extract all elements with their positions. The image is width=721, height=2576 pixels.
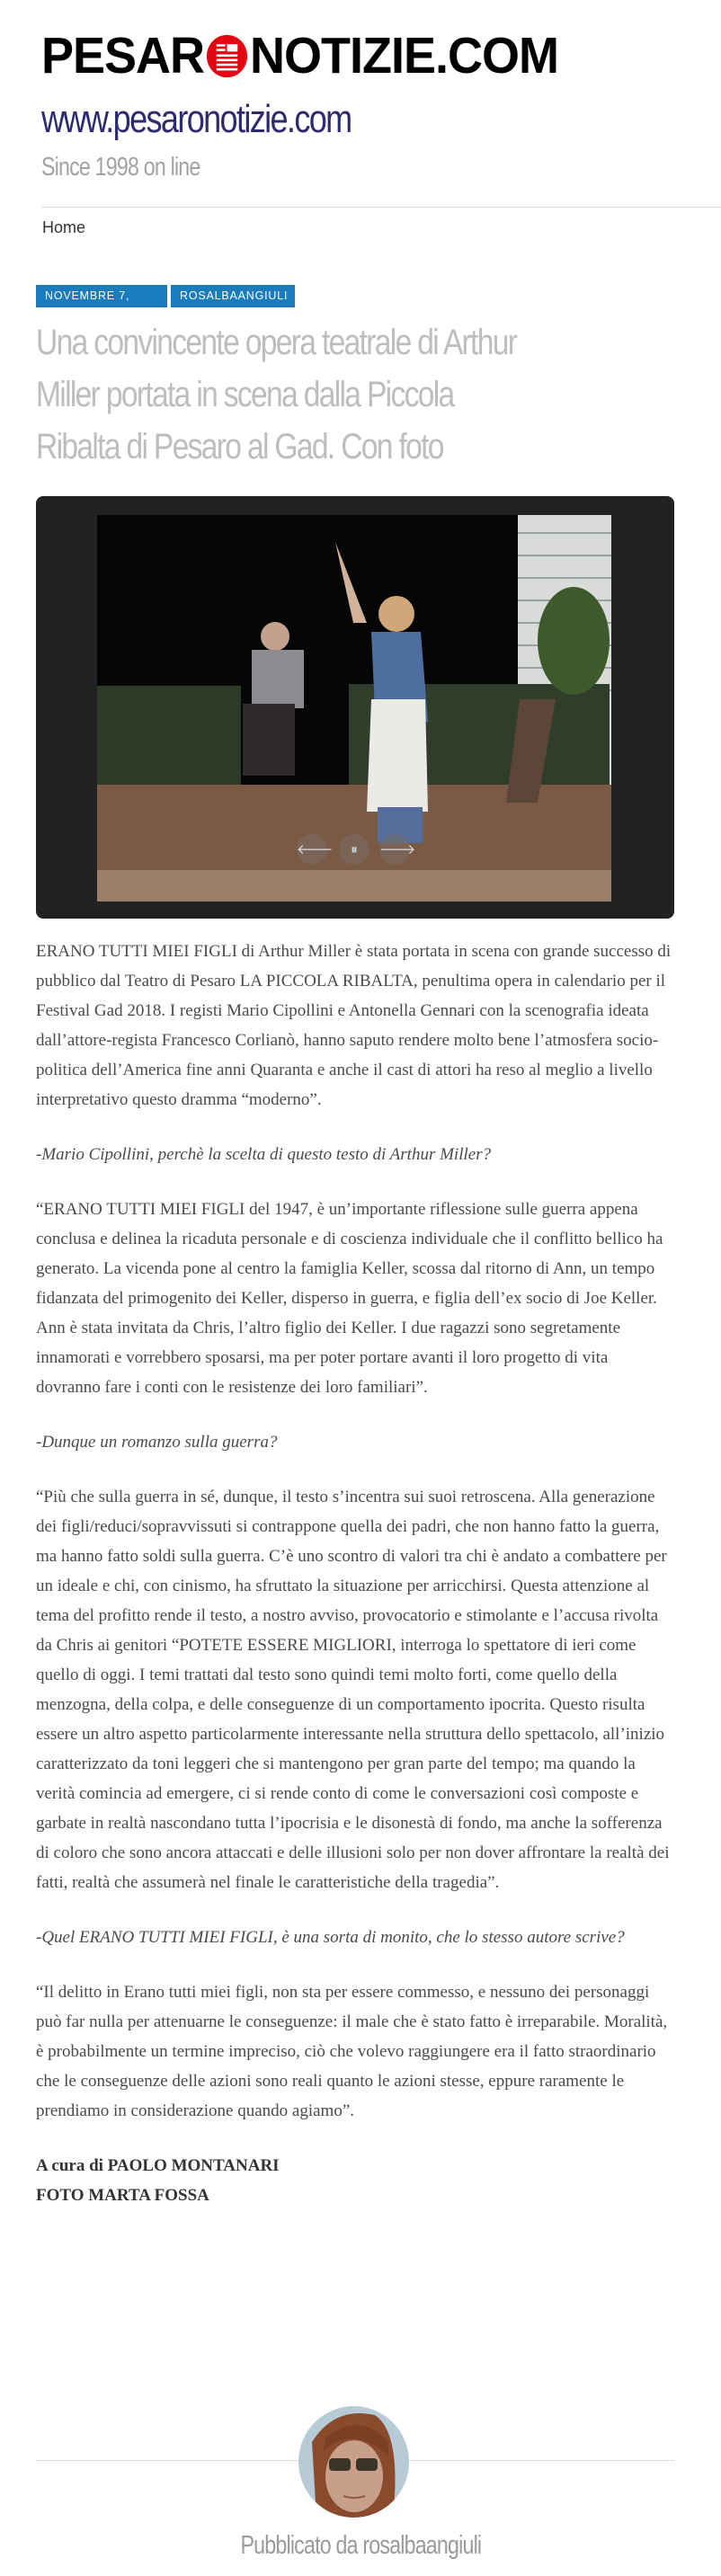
slider-next-button[interactable] [379,834,416,865]
nav-divider [41,207,721,208]
arrow-right-icon: 🡒 [379,841,416,857]
author-byline[interactable]: Pubblicato da rosalbaangiuli [240,2531,481,2560]
paragraph: “ERANO TUTTI MIEI FIGLI del 1947, è un’importante riflessione sulle guerra appena conclusa e delinea la ricaduta personale e di coscienza individuale che il conflitto bellico ha generato. La vicenda pone al centro la famiglia Keller, scossa dal ritorno di Ann, un tempo fidanzata del primogenito dei Keller, disperso in guerra, e figlia dell’ex socio di Joe Keller. Ann è stata invitata da Chris, l’altro figlio dei Keller. I due ragazzi sono segretamente innamorati e vorrebbero sposarsi, ma per poter portare avanti il loro progetto di vita dovranno fare i conti con le resistenze dei loro familiari”. [36,1200,663,1397]
credits-author: A cura di PAOLO MONTANARI [36,2156,280,2175]
site-tagline: Since 1998 on line [41,153,200,182]
slider-prev-button[interactable] [297,834,334,865]
arrow-left-icon: 🡐 [297,841,334,857]
nav-item-home[interactable]: Home [42,218,86,236]
post-date-badge[interactable]: NOVEMBRE 7, 2018 [36,285,167,307]
logo-text-right: NOTIZIE.COM [250,27,559,84]
pause-icon: ⏸ [351,841,358,857]
post-title-line: Ribalta di Pesaro al Gad. Con foto [36,427,443,466]
post-title-line: Miller portata in scena dalla Piccola [36,375,454,414]
newspaper-ball-icon [206,33,248,77]
post-content [36,937,676,2235]
post-title [36,316,701,473]
site-title-link[interactable]: www.pesaronotizie.com [41,97,352,141]
interview-question: -Quel ERANO TUTTI MIEI FIGLI, è una sorta di monito, che lo stesso autore scrive? [36,1928,625,1947]
paragraph: ERANO TUTTI MIEI FIGLI di Arthur Miller è stata portata in scena con grande successo di pubblico dal Teatro di Pesaro LA PICCOLA RIBALTA, penultima opera in calendario per il Festival Gad 2018. I registi Mario Cipollini e Antonella Gennari con la scenografia ideata dall’attore-regista Francesco Corlianò, hanno saputo rendere molto bene l’atmosfera socio-politica dell’America fine anni Quaranta e anche il cast di attori ha reso al meglio a livello interpretativo questo dramma “moderno”. [36,942,672,1109]
post-title-line: Una convincente opera teatrale di Arthur [36,323,517,362]
paragraph: “Più che sulla guerra in sé, dunque, il testo s’incentra sui suoi retroscena. Alla generazione dei figli/reduci/sopravvissuti si contrappone quella dei padri, che non hanno fatto la guerra, ma hanno fatto soldi sulla guerra. C’è uno scontro di valori tra chi è andato a combattere per un ideale e chi, con cinismo, ha sfruttato la situazione per arricchirsi. Questa attenzione al tema del profitto rende il testo, a nostro avviso, provocatorio e stimolante e l’accusa rivolta da Chris ai genitori “POTETE ESSERE MIGLIORI, interroga lo spettatore di ieri come quello di oggi. I temi trattati dal testo sono quindi temi molto forti, come quello della menzogna, della colpa, e delle conseguenze di un comportamento ipocrita. Questo risulta essere un altro aspetto particolarmente interessante nella struttura dello spettacolo, all’inizio caratterizzato da toni leggeri che si mantengono per gran parte del tempo; ma quando la verità comincia ad emergere, ci si rende conto di come le conversazioni così composte e garbate in realtà nascondano tutta l’ipocrisia e le disonestà di fondo, ma anche la sofferenza di coloro che sono ancora attaccati e delle illusioni solo per non dover affrontare la realtà dei fatti, realtà che assumerà nel finale le caratteristiche della tragedia”. [36,1488,670,1892]
interview-question: -Dunque un romanzo sulla guerra? [36,1433,278,1452]
author-avatar[interactable] [298,2406,409,2518]
interview-question: -Mario Cipollini, perchè la scelta di questo testo di Arthur Miller? [36,1145,492,1164]
image-slider[interactable] [36,496,674,919]
avatar-image [298,2406,409,2518]
slider-pause-button[interactable] [339,834,369,865]
site-logo[interactable] [41,27,698,84]
logo-text-left: PESAR [41,27,205,84]
post-author-badge[interactable]: ROSALBAANGIULI [171,285,295,307]
paragraph: “Il delitto in Erano tutti miei figli, non sta per essere commesso, e nessuno dei personaggi può far nulla per attenuarne le conseguenze: il male che è stato fatto è irreparabile. Moralità, è probabilmente un termine impreciso, ciò che volevo raggiungere era il fatto straordinario che le conseguenze delle azioni sono reali quanto le azioni stesse, eppure raramente le prendiamo in considerazione quando agiamo”. [36,1983,668,2120]
credits [36,2151,676,2210]
credits-photo: FOTO MARTA FOSSA [36,2186,209,2205]
